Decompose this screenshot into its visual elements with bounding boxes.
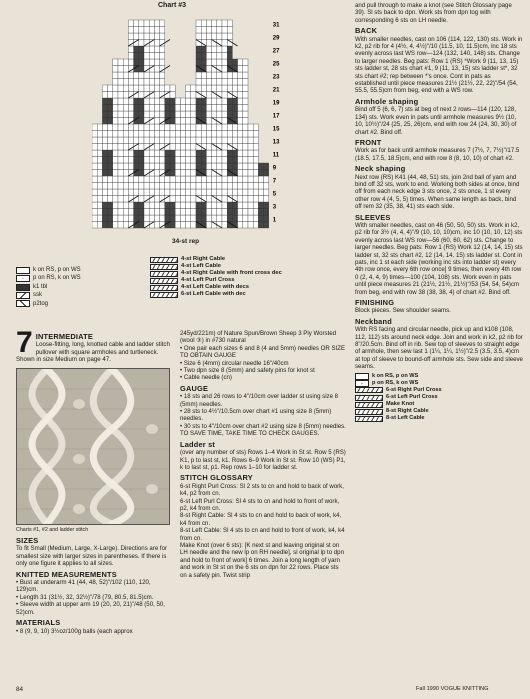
legend-label: 4-st Right Cable (181, 256, 226, 262)
sizes-heading: SIZES (16, 536, 39, 546)
legend-label: p2tog (33, 300, 49, 307)
chart-repeat-label: 34-st rep (172, 238, 200, 245)
purl-symbol-icon: - (16, 275, 30, 282)
front-heading: FRONT (355, 137, 382, 147)
legend-row (355, 394, 523, 401)
legend-row (150, 291, 282, 298)
chart-row-number: 29 (272, 35, 280, 42)
legend-row (355, 401, 523, 408)
legend-row (355, 387, 523, 394)
chart-row-number: 1 (272, 217, 277, 224)
chart-row-number: 21 (272, 87, 280, 94)
chart-row-number: 5 (272, 191, 277, 198)
magazine-credit: Fall 1990 VOGUE KNITTING (416, 686, 489, 692)
neck-heading: Neck shaping (355, 164, 406, 174)
legend-row (16, 283, 81, 291)
chart-row-number: 17 (272, 113, 280, 120)
armhole-heading: Armhole shaping (355, 96, 419, 106)
legend-label: k on RS, p on WS (33, 267, 81, 273)
gauge-heading: GAUGE (180, 383, 209, 393)
body-text: and pull through to make a knot (see Stitch Glossary page 39). Sl sts back to dpn. Work sts from dpn tog with corresponding 6 sts on LH needle. (355, 2, 512, 24)
finishing-heading: FINISHING (355, 298, 395, 308)
cable-symbol-icon (150, 285, 178, 291)
materials-item: • One pair each sizes 6 and 8 (4 and 5mm) needles OR SIZE TO OBTAIN GAUGE (180, 344, 346, 360)
column-middle (180, 330, 346, 579)
sizes-text: To fit Small (Medium, Large, X-Large). Directions are for smallest size with larger sizes in parentheses. If there is only one figure it applies to all sizes. (16, 545, 168, 568)
sleeves-text: With smaller needles, cast on 46 (50, 50, 50) sts. Work in k2, p2 rib for 3½ (4, 4, 4)"/9 (10, 10, 10)cm, inc 10 (10, 10, 12) sts evenly across last WS row—56 (60, 60, 62) sts. Change to larger needles. Beg pats: Row 1 (RS) Work 12 (14, 14, 15) sts ladder st, 32 sts chart #2, 12 (14, 14, 15) sts ladder st. Cont in pats, inc 1 st each side (working inc sts into ladder st) every 4th row once, every 6th row once] 9 times, then every 4th row 0 (2, 4, 4, 9) times—100 (104, 108) sts. Work even in pats until piece measures 21 (21½, 21½, 21½)"/53 (54, 54, 54)cm from beg, end with row 38 (38, 38, 4) of chart #2. Bind off. (355, 221, 523, 296)
chart-3-legend-cables (150, 256, 282, 299)
knot-symbol-icon (355, 402, 383, 408)
legend-row (16, 300, 81, 308)
difficulty-heading: INTERMEDIATE (35, 332, 93, 341)
neckband-heading: Neckband (355, 316, 392, 326)
legend-row (355, 408, 523, 415)
cable-symbol-icon (355, 395, 383, 401)
materials-item: 245yd/221m) of Nature Spun/Brown Sheep 3 Ply Worsted (wool ③) in #730 natural (180, 330, 337, 345)
legend-row (16, 274, 81, 282)
cable-symbol-icon (150, 271, 178, 277)
purl-symbol-icon: - (355, 380, 369, 387)
legend-row (355, 415, 523, 422)
cable-symbol-icon (150, 264, 178, 270)
measurement-item: • Length 31 (31½, 32, 32½)"/78 (79, 80.5, 81.5)cm. (16, 593, 154, 601)
cable-symbol-icon (150, 278, 178, 284)
legend-row (16, 266, 81, 274)
cable-symbol-icon (150, 292, 178, 298)
knit-symbol-icon (355, 373, 369, 380)
measurement-item: • Sleeve width at upper arm 19 (20, 20, 21)"/48 (50, 50, 52)cm. (16, 601, 165, 616)
chart-row-number: 23 (272, 74, 280, 81)
chart-row-number: 25 (272, 61, 280, 68)
cable-symbol-icon (355, 409, 383, 415)
stitch-glossary-heading: STITCH GLOSSARY (180, 473, 253, 483)
materials-item: • Two dpn size 8 (5mm) and safety pins for knot st (180, 367, 315, 375)
chart-row-number: 11 (272, 152, 280, 159)
chart-row-number: 15 (272, 126, 280, 133)
legend-label: ssk (33, 292, 42, 299)
legend-row (150, 270, 282, 277)
materials-item: • Size 6 (4mm) circular needle 16"/40cm (180, 359, 289, 367)
chart-row-number: 7 (272, 178, 277, 185)
k1tbl-symbol-icon (16, 284, 30, 291)
materials-heading: MATERIALS (16, 618, 61, 628)
gauge-item: • 18 sts and 26 rows to 4"/10cm over ladder st using size 8 (5mm) needles. (180, 393, 339, 408)
chart-row-number: 31 (272, 22, 280, 29)
legend-row (150, 277, 282, 284)
legend-label: Make Knot (386, 401, 415, 408)
pattern-number: 7 (16, 326, 33, 359)
measurement-item: • Bust at underarm 41 (44, 48, 52)"/102 (110, 120, 129)cm. (16, 579, 151, 594)
neckband-text: With RS facing and circular needle, pick up and k108 (108, 112, 112) sts around neck edge. Join and work in k2, p2 rib for 8"/20.5cm. Bind off in rib. Sew top of sleeves to straight edge of armhole, then sew last 1 (1¼, 1¼, 1½)"/2.5 (3.5, 3.5, 4)cm at top of sleeve to bound-off armhole sts. Sew side and sleeve seams. (355, 326, 523, 371)
chart-row-number: 3 (272, 204, 277, 211)
legend-label: k on RS, p on WS (372, 372, 419, 379)
legend-row (355, 380, 523, 387)
glossary-item: 6-st Left Purl Cross: Sl 4 sts to cn and hold to front of work, p2, k4 from cn. (180, 497, 340, 512)
gauge-item: • 28 sts to 4½"/10.5cm over chart #1 using size 8 (5mm) needles. (180, 408, 332, 423)
legend-label: p on RS, k on WS (33, 275, 81, 282)
legend-label: 4-st Right Cable with front cross dec (181, 270, 282, 277)
knitted-measurements-heading: KNITTED MEASUREMENTS (16, 569, 117, 579)
chart-legend-right (355, 373, 523, 423)
legend-label: 8-st Right Cable (386, 408, 429, 415)
legend-label: k1 tbl (33, 283, 48, 290)
legend-row (16, 291, 81, 299)
chart-row-number: 27 (272, 48, 280, 55)
gauge-item: • 30 sts to 4"/10cm over chart #2 using size 8 (5mm) needles. TO SAVE TIME, TAKE TIME TO CHECK GAUGES. (180, 422, 346, 438)
cable-symbol-icon (355, 387, 383, 393)
p2tog-symbol-icon (16, 300, 30, 307)
back-heading: BACK (355, 26, 378, 36)
knitting-chart-3 (92, 18, 288, 234)
ssk-symbol-icon (16, 292, 30, 299)
glossary-item: 8-st Right Cable: Sl 4 sts to cn and hold to back of work, k4, k4 from cn. (180, 512, 342, 527)
photo-caption: Charts #1, #2 and ladder stitch (16, 526, 89, 533)
armhole-text: Bind off 5 (6, 6, 7) sts at beg of next 2 rows—114 (120, 128, 134) sts. Work even in pats until armhole measures 9½ (10, 10, 10½)"/24 (25, 25, 26)cm, end with row 24 (24, 30, 30) of chart #2. Bind off. (355, 106, 517, 136)
swatch-photo (16, 368, 170, 525)
chart-row-number: 9 (272, 165, 277, 172)
legend-label: 6-st Left Cable with dec (181, 291, 246, 298)
materials-item: • Cable needle (cn) (180, 374, 232, 382)
chart-row-number: 19 (272, 100, 280, 107)
glossary-item: Make Knot (over 6 sts): [K next st and leaving original st on LH needle and the new lp on RH needle], sl original lp to dpn and hold to front of work] 6 times. Join a long length of yarn and work in St st on the 6 sts on dpn for 22 rows. Place sts on a safety pin. Twist strip (180, 541, 344, 579)
ladder-st-heading: Ladder st (180, 439, 216, 449)
legend-label: 6-st Right Purl Cross (386, 386, 442, 393)
chart-row-number: 13 (272, 139, 280, 146)
column-left (16, 326, 172, 635)
finishing-text: Block pieces. Sew shoulder seams. (355, 307, 451, 315)
back-text: With smaller needles, cast on 106 (114, 122, 130) sts. Work in k2, p2 rib for 4 (4½, 4, 4½)"/10 (11.5, 10, 11.5)cm, inc 18 sts evenly across last WS row—124 (132, 140, 148) sts. Change to larger needles. Beg pats: Row 1 (RS) *Work 9 (11, 13, 15) sts ladder st, 28 sts chart #1, 9 (11, 13, 15) sts ladder st*, 32 sts chart #2; rep between *'s once. Cont in pats as established until piece measures 21½ (21½, 22, 22)"/54 (54, 55.5, 55.5)cm from beg, end with a WS row. (355, 35, 523, 95)
intro-text: Loose-fitting, long, knotted cable and ladder stitch pullover with square armholes and turtleneck. Shown in size Medium on page 47. (16, 341, 170, 364)
sleeves-heading: SLEEVES (355, 212, 391, 222)
legend-label: p on RS, k on WS (372, 379, 419, 386)
cable-symbol-icon (355, 416, 383, 422)
front-text: Work as for back until armhole measures 7 (7½, 7, 7½)"/17.5 (18.5, 17.5, 18.5)cm, end with row 8 (8, 10, 10) of chart #2. (355, 147, 520, 162)
cable-symbol-icon (150, 257, 178, 263)
legend-row (150, 256, 282, 263)
legend-label: 4-st Left Cable with decs (181, 284, 249, 291)
materials-item: • 8 (9, 9, 10) 3½oz/100g balls (each approx (16, 627, 133, 635)
legend-row (150, 263, 282, 270)
legend-label: 4-st Left Purl Cross (181, 277, 235, 284)
glossary-item: 8-st Left Cable: Sl 4 sts to cn and hold to front of work, k4, k4 from cn. (180, 527, 345, 542)
page-number: 84 (16, 686, 24, 693)
neck-text: Next row (RS) K41 (44, 48, 51) sts, join 2nd ball of yarn and bind off 32 sts, work to end. Working both sides at once, bind off from each neck edge 3 sts once, 2 sts once, 1 st every other row 4 (4, 5, 5) times. When same length as back, bind off rem 32 (35, 38, 41) sts each side. (355, 173, 520, 211)
ladder-st-text: (over any number of sts) Rows 1–4 Work in St st. Row 5 (RS) K1, p to last st, k1. Rows 6–9 Work in St st. Row 10 (WS) P1, k to last st, p1. Rep rows 1–10 for ladder st. (180, 449, 346, 471)
legend-label: 6-st Left Purl Cross (386, 393, 438, 400)
column-right (355, 2, 523, 422)
knit-symbol-icon (16, 267, 30, 274)
legend-label: 4-st Left Cable (181, 263, 221, 270)
legend-row (355, 373, 523, 380)
chart-3-legend-symbols (16, 266, 81, 308)
chart-title: Chart #3 (158, 2, 187, 9)
glossary-item: 6-st Right Purl Cross: Sl 2 sts to cn and hold to back of work, k4, p2 from cn. (180, 482, 344, 498)
legend-label: 8-st Left Cable (386, 415, 425, 422)
legend-row (150, 284, 282, 291)
